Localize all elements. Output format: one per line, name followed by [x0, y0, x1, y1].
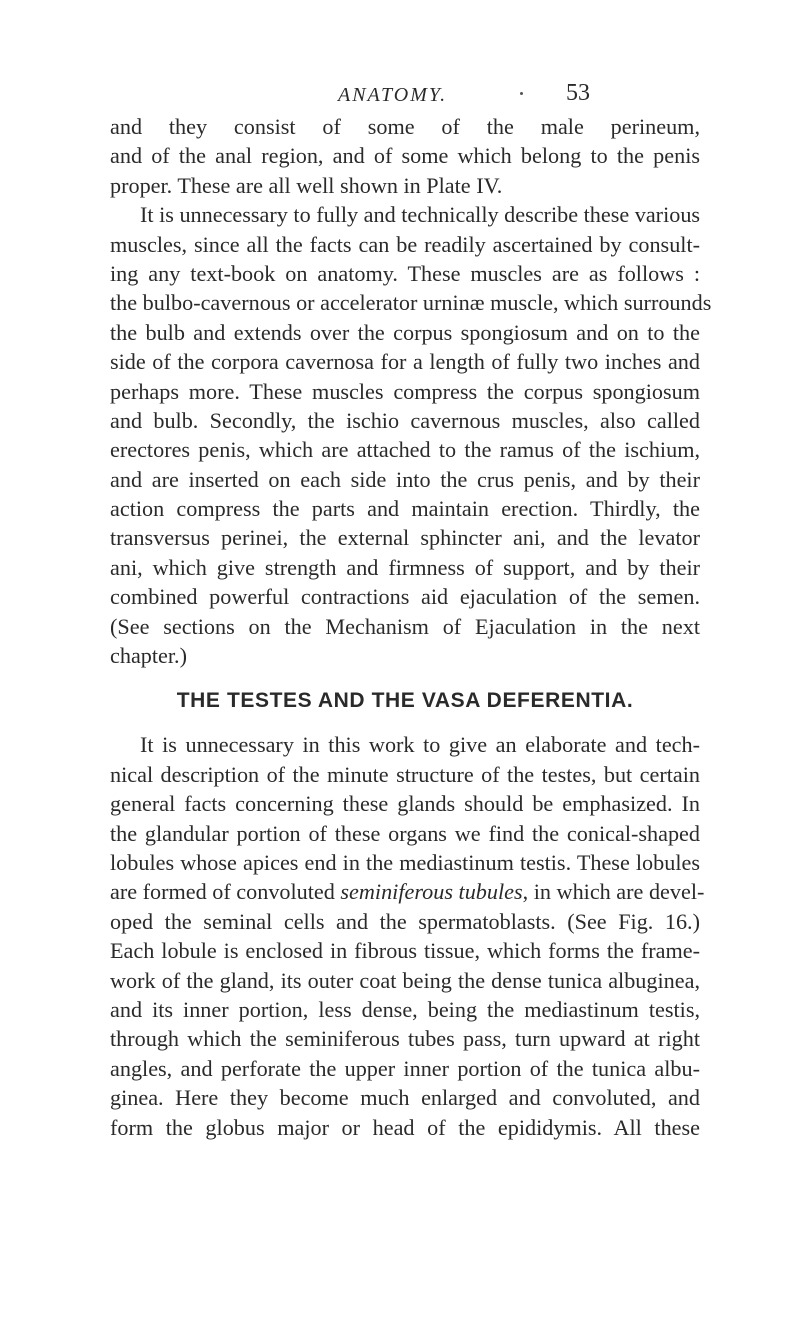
text-line: nical description of the minute structure of the testes, but certain — [110, 761, 700, 787]
text-run: , in which are devel- — [522, 879, 705, 905]
text-line: It is unnecessary to fully and technically describe these various — [140, 202, 701, 228]
text-line: form the globus major or head of the epididymis. All these — [110, 1114, 700, 1140]
text-line: and of the anal region, and of some which belong to the penis — [110, 143, 700, 169]
text-line: general facts concerning these glands should be emphasized. In — [110, 791, 700, 817]
text-line: transversus perinei, the external sphincter ani, and the levator — [110, 525, 700, 551]
paragraph-3 — [110, 730, 705, 1141]
text-line: and they consist of some of the male perineum, — [110, 114, 700, 139]
text-line: side of the corpora cavernosa for a length of fully two inches and — [110, 349, 700, 375]
running-title: ANATOMY. — [338, 84, 448, 106]
section-heading: THE TESTES AND THE VASA DEFERENTIA. — [176, 689, 634, 713]
text-line: oped the seminal cells and the spermatoblasts. (See Fig. 16.) — [110, 908, 700, 934]
text-line: the glandular portion of these organs we find the conical-shaped — [110, 820, 700, 846]
paragraph-2 — [110, 200, 712, 670]
ink-speck — [520, 92, 523, 95]
text-line: ginea. Here they become much enlarged and convoluted, and — [110, 1085, 700, 1111]
text-line: work of the gland, its outer coat being the dense tunica albuginea, — [110, 967, 700, 993]
text-line: perhaps more. These muscles compress the corpus spongiosum — [110, 378, 700, 404]
text-line: through which the seminiferous tubes pass, turn upward at right — [110, 1026, 700, 1052]
page-number: 53 — [566, 80, 590, 106]
running-header — [0, 80, 800, 110]
italic-term: seminiferous tubules — [340, 879, 523, 905]
text-line: and are inserted on each side into the crus penis, and by their — [110, 466, 700, 492]
text-line — [110, 877, 705, 906]
text-run: are formed of convoluted — [110, 879, 341, 905]
text-line: combined powerful contractions aid ejaculation of the semen. — [110, 584, 700, 610]
text-line: ing any text-book on anatomy. These muscles are as follows : — [110, 260, 700, 286]
text-line: muscles, since all the facts can be readily ascertained by consult- — [110, 231, 700, 257]
text-line: erectores penis, which are attached to the ramus of the ischium, — [110, 437, 700, 463]
text-line: the bulbo-cavernous or accelerator urninæ muscle, which surrounds — [110, 290, 712, 316]
paragraph-1 — [110, 112, 700, 200]
text-line: the bulb and extends over the corpus spongiosum and on to the — [110, 319, 700, 345]
text-line: It is unnecessary in this work to give an elaborate and tech- — [140, 732, 700, 758]
text-line: Each lobule is enclosed in fibrous tissue, which forms the frame- — [110, 938, 700, 964]
text-line: and its inner portion, less dense, being the mediastinum testis, — [110, 996, 700, 1022]
text-line: angles, and perforate the upper inner portion of the tunica albu- — [110, 1055, 700, 1081]
text-line: and bulb. Secondly, the ischio cavernous muscles, also called — [110, 407, 700, 433]
text-line: ani, which give strength and firmness of support, and by their — [110, 554, 700, 580]
text-line: action compress the parts and maintain erection. Thirdly, the — [110, 496, 700, 522]
page-body — [110, 112, 712, 1142]
text-line: chapter.) — [110, 643, 187, 669]
text-line: proper. These are all well shown in Plate IV. — [110, 172, 503, 198]
text-line: lobules whose apices end in the mediastinum testis. These lobules — [110, 849, 700, 875]
text-line: (See sections on the Mechanism of Ejaculation in the next — [110, 613, 700, 639]
